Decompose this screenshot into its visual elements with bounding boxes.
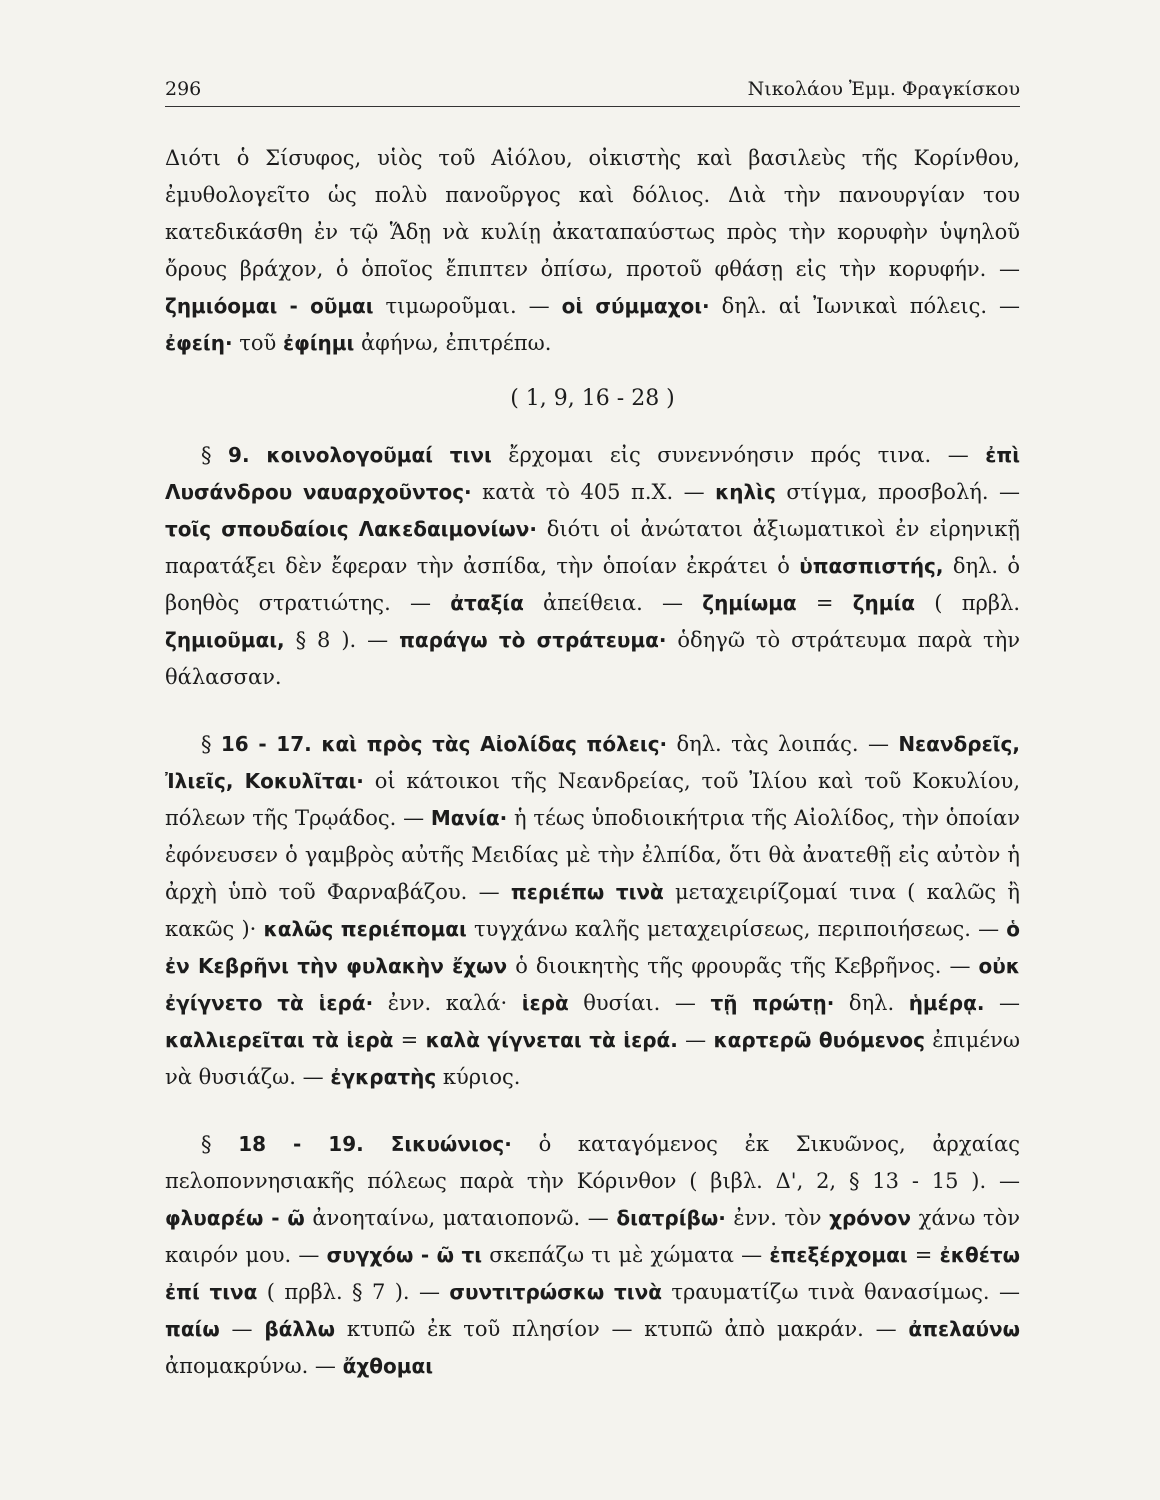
- headword: ἐκθέτω ἐπί τινα: [165, 1243, 1020, 1304]
- headword: διατρίβω·: [616, 1206, 726, 1230]
- text-run: =: [393, 1028, 426, 1052]
- headword: οὐκ ἐγίγνετο τὰ ἱερά·: [165, 954, 1020, 1015]
- text-run: ἔρχομαι εἰς συνεννόησιν πρός τινα. —: [491, 443, 986, 467]
- headword: συγχόω - ῶ τι: [326, 1243, 483, 1267]
- text-run: διότι οἱ ἀνώτατοι ἀξιωματικοὶ ἐν εἰρηνικῇ παρατάξει δὲν ἔφεραν τὴν ἀσπίδα, τὴν ὁποίαν ἐκράτει ὁ: [165, 517, 1020, 578]
- text-run: δηλ. τὰς λοιπάς. —: [667, 732, 899, 756]
- headword: ζημίωμα: [702, 591, 797, 615]
- text-run: σκεπάζω τι μὲ χώματα —: [482, 1243, 770, 1267]
- headword: παράγω τὸ στράτευμα·: [399, 628, 667, 652]
- text-run: —: [677, 1028, 714, 1052]
- text-run: τιμωροῦμαι. —: [373, 294, 562, 318]
- headword: ἐγκρατὴς: [330, 1065, 437, 1089]
- headword: ζημιόομαι - οῦμαι: [165, 294, 374, 318]
- text-run: οἱ κάτοικοι τῆς Νεανδρείας, τοῦ Ἰλίου καὶ τοῦ Κοκυλίου, πόλεων τῆς Τρῳάδος. —: [165, 769, 1020, 830]
- headword: ἀπελαύνω: [908, 1317, 1020, 1341]
- text-run: =: [907, 1243, 940, 1267]
- headword: οἱ σύμμαχοι·: [561, 294, 710, 318]
- text-run: Διότι ὁ Σίσυφος, υἱὸς τοῦ Αἰόλου, οἰκιστὴς καὶ βασιλεὺς τῆς Κορίνθου, ἐμυθολογεῖτο ὡς πολὺ πανοῦργος καὶ δόλιος. Διὰ τὴν πανουργίαν του κατεδικάσθη ἐν τῷ Ἅδῃ νὰ κυλίῃ ἀκαταπαύστως πρὸς τὴν κορυφὴν ὑψηλοῦ ὄρους βράχον, ὁ ὁποῖος ἔπιπτεν ὀπίσω, προτοῦ φθάσῃ εἰς τὴν κορυφήν. —: [165, 146, 1020, 281]
- headword: ὁ ἐν Κεβρῆνι τὴν φυλακὴν ἔχων: [165, 917, 1020, 978]
- text-run: δηλ.: [834, 991, 909, 1015]
- headword: ζημία: [852, 591, 916, 615]
- headword: τοῖς σπουδαίοις Λακεδαιμονίων·: [165, 517, 537, 541]
- text-run: §: [201, 443, 229, 467]
- headword: ἐφίημι: [282, 331, 355, 355]
- text-run: κτυπῶ ἐκ τοῦ πλησίον — κτυπῶ ἀπὸ μακράν. —: [335, 1317, 909, 1341]
- headword: ἐπεξέρχομαι: [769, 1243, 908, 1267]
- headword: χρόνον: [829, 1206, 912, 1230]
- headword: τῇ πρώτῃ·: [710, 991, 835, 1015]
- text-run: ἐνν. καλά·: [373, 991, 522, 1015]
- text-run: —: [984, 991, 1020, 1015]
- text-run: κύριος.: [436, 1065, 521, 1089]
- paragraph-gap: [165, 1096, 1020, 1126]
- text-run: §: [201, 732, 221, 756]
- headword: 9. κοινολογοῦμαί τινι: [228, 443, 492, 467]
- section-16-paragraph: [165, 726, 1020, 1096]
- text-run: ἐπιμένω νὰ θυσιάζω. —: [165, 1028, 1020, 1089]
- text-run: ἀπομακρύνω. —: [165, 1354, 343, 1378]
- headword: παίω: [165, 1317, 220, 1341]
- headword: κηλὶς: [715, 480, 776, 504]
- headword: καλὰ γίγνεται τὰ ἱερά.: [425, 1028, 678, 1052]
- text-run: χάνω τὸν καιρόν μου. —: [165, 1206, 1020, 1267]
- text-run: θυσίαι. —: [568, 991, 711, 1015]
- running-author: Νικολάου Ἐμμ. Φραγκίσκου: [747, 78, 1020, 100]
- headword: 18 - 19. Σικυώνιος·: [238, 1132, 512, 1156]
- headword: ζημιοῦμαι,: [165, 628, 285, 652]
- text-run: δηλ. ὁ βοηθὸς στρατιώτης. —: [165, 554, 1021, 615]
- text-run: ἀπείθεια. —: [523, 591, 703, 615]
- intro-paragraph: [165, 140, 1020, 362]
- text-run: τοῦ: [232, 331, 283, 355]
- text-run: στίγμα, προσβολή. —: [775, 480, 1020, 504]
- page-body: [165, 140, 1020, 1385]
- text-run: §: [201, 1132, 239, 1156]
- headword: ἡμέρᾳ.: [908, 991, 985, 1015]
- headword: ἀταξία: [450, 591, 524, 615]
- page-number: 296: [165, 78, 202, 100]
- text-run: ἐνν. τὸν: [725, 1206, 830, 1230]
- text-run: —: [219, 1317, 265, 1341]
- text-run: τυγχάνω καλῆς μεταχειρίσεως, περιποιήσεως. —: [466, 917, 1007, 941]
- headword: Νεανδρεῖς, Ἰλιεῖς, Κοκυλῖται·: [165, 732, 1020, 793]
- text-run: =: [796, 591, 853, 615]
- text-run: ( πρβλ. § 7 ). —: [257, 1280, 450, 1304]
- text-run: § 8 ). —: [284, 628, 400, 652]
- headword: βάλλω: [264, 1317, 336, 1341]
- text-run: ἀνοηταίνω, ματαιοπονῶ. —: [304, 1206, 617, 1230]
- headword: καρτερῶ θυόμενος: [713, 1028, 925, 1052]
- headword: καλλιερεῖται τὰ ἱερὰ: [165, 1028, 394, 1052]
- text-run: δηλ. αἱ Ἰωνικαὶ πόλεις. —: [709, 294, 1020, 318]
- headword: περιέπω τινὰ: [510, 880, 664, 904]
- paragraph-gap: [165, 696, 1020, 726]
- page-header: [165, 78, 1020, 107]
- headword: ἱερὰ: [521, 991, 569, 1015]
- headword: φλυαρέω - ῶ: [165, 1206, 305, 1230]
- headword: ἄχθομαι: [342, 1354, 433, 1378]
- text-run: ἡ τέως ὑποδιοικήτρια τῆς Αἰολίδος, τὴν ὁποίαν ἐφόνευσεν ὁ γαμβρὸς αὐτῆς Μειδίας μὲ τὴν ἐλπίδα, ὅτι θὰ ἀνατεθῇ εἰς αὐτὸν ἡ ἀρχὴ ὑπὸ τοῦ Φαρναβάζου. —: [165, 806, 1020, 904]
- headword: συντιτρώσκω τινὰ: [449, 1280, 662, 1304]
- text-run: τραυματίζω τινὰ θανασίμως. —: [661, 1280, 1021, 1304]
- text-run: ἀφήνω, ἐπιτρέπω.: [354, 331, 552, 355]
- text-run: μεταχειρίζομαί τινα ( καλῶς ἢ κακῶς )·: [165, 880, 1020, 941]
- text-run: ὁ καταγόμενος ἐκ Σικυῶνος, ἀρχαίας πελοποννησιακῆς πόλεως παρὰ τὴν Κόρινθον ( βιβλ. Δ', 2, § 13 - 15 ). —: [165, 1132, 1020, 1193]
- headword: 16 - 17. καὶ πρὸς τὰς Αἰολίδας πόλεις·: [220, 732, 668, 756]
- headword: Μανία·: [430, 806, 508, 830]
- chapter-reference: ( 1, 9, 16 - 28 ): [510, 386, 675, 411]
- text-run: ( πρβλ.: [915, 591, 1020, 615]
- headword: ἐπὶ Λυσάνδρου ναυαρχοῦντος·: [165, 443, 1020, 504]
- headword: ὑπασπιστής,: [799, 554, 944, 578]
- headword: καλῶς περιέπομαι: [263, 917, 467, 941]
- headword: ἐφείη·: [165, 331, 233, 355]
- section-18-paragraph: [165, 1126, 1020, 1385]
- text-run: ὁ διοικητὴς τῆς φρουρᾶς τῆς Κεβρῆνος. —: [507, 954, 979, 978]
- text-run: κατὰ τὸ 405 π.Χ. —: [471, 480, 716, 504]
- section-9-paragraph: [165, 437, 1020, 696]
- text-run: ὁδηγῶ τὸ στράτευμα παρὰ τὴν θάλασσαν.: [165, 628, 1020, 689]
